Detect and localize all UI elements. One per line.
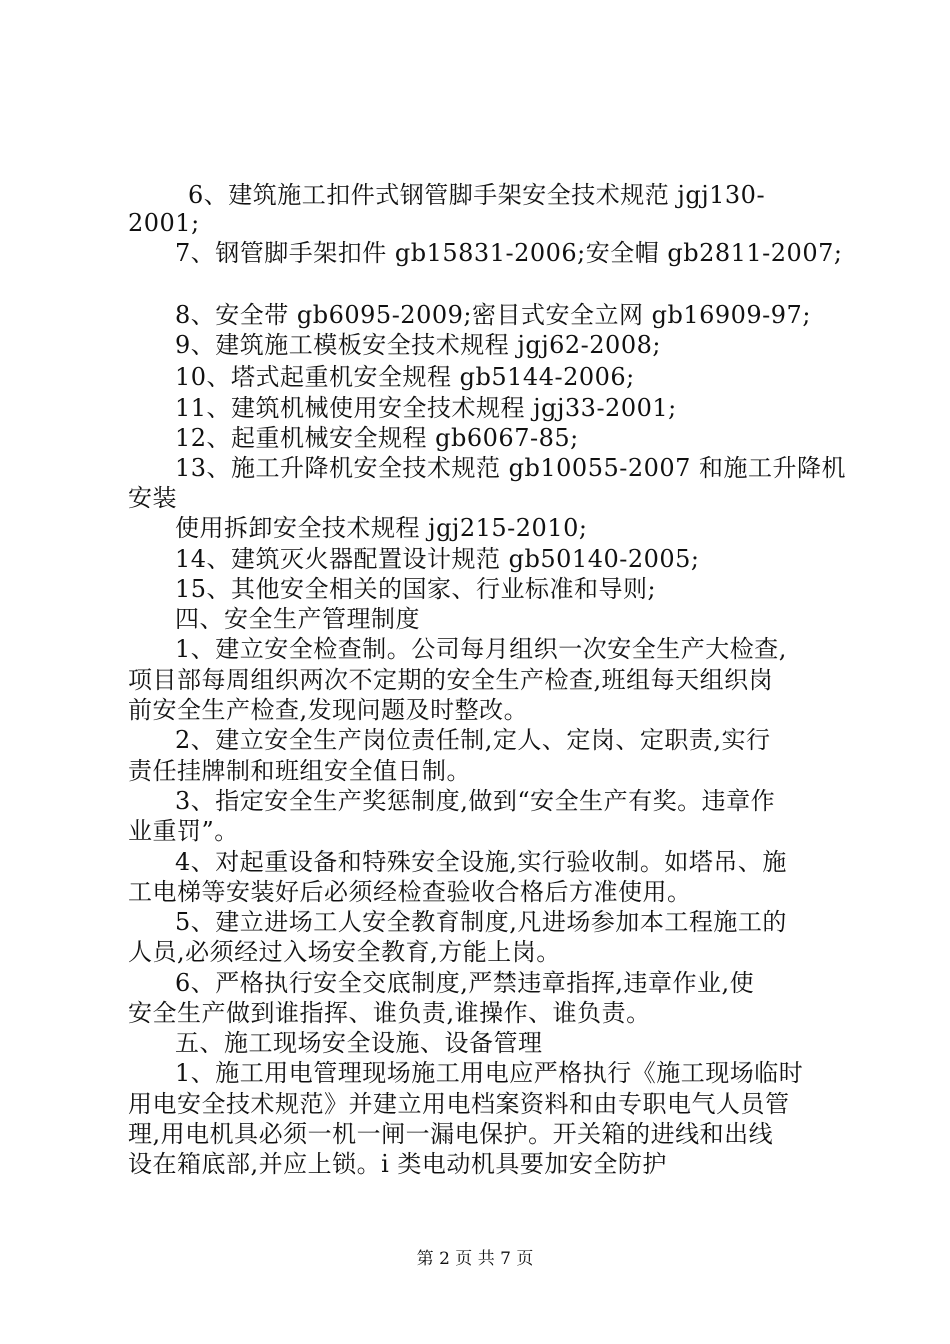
text-line: 2001; [128,209,200,237]
page-number: 第 2 页 共 7 页 [416,1249,534,1269]
text-line: 6、严格执行安全交底制度,严禁违章指挥,违章作业,使 [175,969,755,997]
text-line: 6、建筑施工扣件式钢管脚手架安全技术规范 jgj130- [188,181,766,209]
text-line: 1、施工用电管理现场施工用电应严格执行《施工现场临时 [175,1059,804,1087]
text-line: 12、起重机械安全规程 gb6067-85; [175,424,579,452]
text-line: 1、建立安全检查制。公司每月组织一次安全生产大检查, [175,635,787,663]
section-heading: 四、安全生产管理制度 [175,605,420,633]
text-line: 用电安全技术规范》并建立用电档案资料和由专职电气人员管 [128,1090,790,1118]
text-line: 11、建筑机械使用安全技术规程 jgj33-2001; [175,394,677,422]
text-line: 使用拆卸安全技术规程 jgj215-2010; [175,514,588,542]
text-line: 责任挂牌制和班组安全值日制。 [128,757,471,785]
text-line: 5、建立进场工人安全教育制度,凡进场参加本工程施工的 [175,908,787,936]
text-line: 15、其他安全相关的国家、行业标准和导则; [175,575,657,603]
text-line: 14、建筑灭火器配置设计规范 gb50140-2005; [175,545,700,573]
text-line: 安全生产做到谁指挥、谁负责,谁操作、谁负责。 [128,999,651,1027]
text-line: 工电梯等安装好后必须经检查验收合格后方准使用。 [128,878,692,906]
section-heading: 五、施工现场安全设施、设备管理 [175,1029,543,1057]
text-line: 2、建立安全生产岗位责任制,定人、定岗、定职责,实行 [175,726,771,754]
text-line: 7、钢管脚手架扣件 gb15831-2006;安全帽 gb2811-2007; [175,239,843,267]
text-line: 人员,必须经过入场安全教育,方能上岗。 [128,938,561,966]
text-line: 前安全生产检查,发现问题及时整改。 [128,696,529,724]
text-line: 业重罚”。 [128,817,239,845]
text-line: 10、塔式起重机安全规程 gb5144-2006; [175,363,635,391]
text-line: 项目部每周组织两次不定期的安全生产检查,班组每天组织岗 [128,666,774,694]
text-line: 安装 [128,484,177,512]
text-line: 9、建筑施工模板安全技术规程 jgj62-2008; [175,331,661,359]
text-line: 设在箱底部,并应上锁。i 类电动机具要加安全防护 [128,1150,667,1178]
text-line: 4、对起重设备和特殊安全设施,实行验收制。如塔吊、施 [175,848,787,876]
text-line: 理,用电机具必须一机一闸一漏电保护。开关箱的进线和出线 [128,1120,774,1148]
text-line: 3、指定安全生产奖惩制度,做到“安全生产有奖。违章作 [175,787,776,815]
text-line: 8、安全带 gb6095-2009;密目式安全立网 gb16909-97; [175,301,811,329]
text-line: 13、施工升降机安全技术规范 gb10055-2007 和施工升降机 [175,454,847,482]
